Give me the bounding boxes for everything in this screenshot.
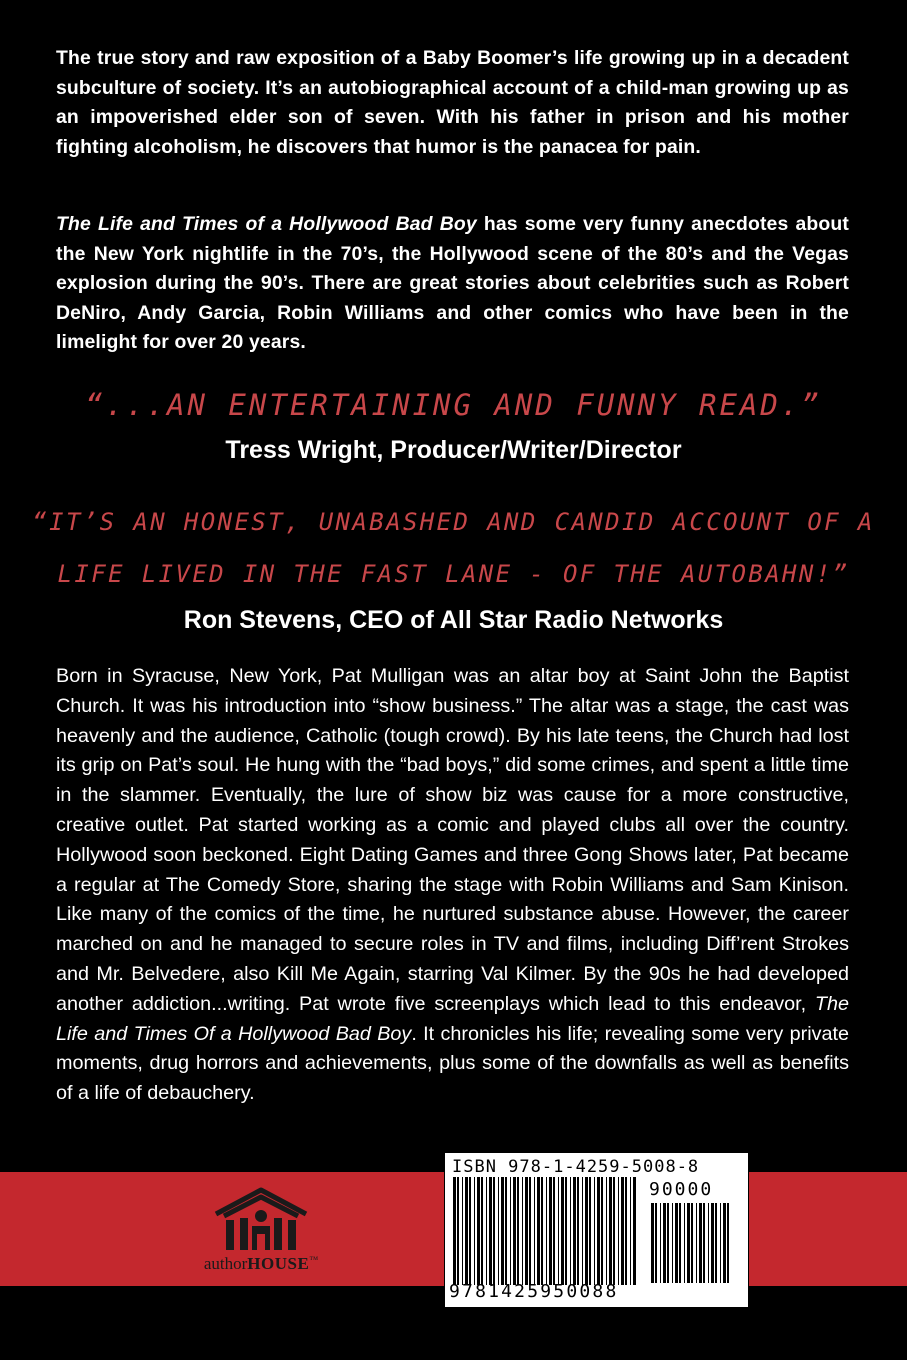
quote-1-attribution: Tress Wright, Producer/Writer/Director <box>225 436 682 464</box>
bio-text-start: Born in Syracuse, New York, Pat Mulligan was an altar boy at Saint John the Baptist Church. It was his introduction into “show business.” The altar was a stage, the cast was heavenly and the audience, Catholic (tough crowd). By his late teens, the Church had lost its grip on Pat’s soul. He hung with the “bad boys,” did some crimes, and spent a little time in the slammer. Eventually, the lure of show biz was cause for a more constructive, creative outlet. Pat started working as a comic and played clubs all over the country. Hollywood soon beckoned. Eight Dating Games and three Gong Shows later, Pat became a regular at The Comedy Store, sharing the stage with Robin Williams and Sam Kinison. Like many of the comics of the time, he nurtured substance abuse. However, the career marched on and he managed to secure roles in TV and films, including Diff’rent Strokes and Mr. Belvedere, also Kill Me Again, starring Val Kilmer. By the 90s he had developed another addiction...writing. Pat wrote five screenplays which lead to this endeavor, <box>56 665 849 1015</box>
bio-book-title: The Life and Times Of a Hollywood Bad Boy <box>56 992 849 1045</box>
publisher-name: authorHOUSE™ <box>203 1254 319 1273</box>
bio-text-end: . It chronicles his life; revealing some very private moments, drug horrors and achievements, plus some of the downfalls as well as benefits of a life of debauchery. <box>56 1022 849 1105</box>
authorhouse-house-icon <box>186 1182 336 1252</box>
intro-paragraph-1: The true story and raw exposition of a Baby Boomer’s life growing up in a decadent subculture of society. It’s an autobiographical account of a child-man growing up as an impoverished elder son of seven. With his father in prison and his mother fighting alcoholism, he discovers that humor is the panacea for pain. <box>56 47 849 158</box>
author-bio <box>56 662 849 1109</box>
publisher-logo <box>186 1182 336 1282</box>
quote-1-text: “...AN ENTERTAINING AND FUNNY READ.” <box>85 388 822 422</box>
quote-2-line-1: “IT’S AN HONEST, UNABASHED AND CANDID ACCOUNT OF A <box>32 508 875 536</box>
addon-bars <box>649 1203 735 1283</box>
intro-paragraph-2-text: has some very funny anecdotes about the New York nightlife in the 70’s, the Hollywood scene of the 80’s and the Vegas explosion during the 90’s. There are great stories about celebrities such as Robert DeNiro, Andy Garcia, Robin Williams and other comics who have been in the limelight for over 20 years. <box>56 213 849 354</box>
quote-2-line-2: LIFE LIVED IN THE FAST LANE - OF THE AUTOBAHN!” <box>57 560 850 588</box>
quote-2-attribution: Ron Stevens, CEO of All Star Radio Networks <box>183 606 724 634</box>
book-title-italic: The Life and Times of a Hollywood Bad Boy <box>56 213 477 235</box>
price-code-digits: 90000 <box>649 1179 714 1200</box>
isbn-label: ISBN 978-1-4259-5008-8 <box>452 1157 700 1177</box>
ean-digits: 9781425950088 <box>449 1281 619 1302</box>
intro-paragraph-2 <box>56 210 849 358</box>
isbn-barcode <box>444 1152 749 1308</box>
ean-bars <box>451 1177 641 1285</box>
